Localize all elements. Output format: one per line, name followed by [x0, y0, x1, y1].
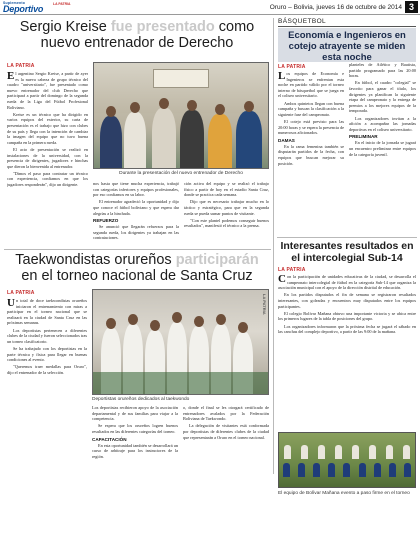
kreise-headline [6, 20, 268, 51]
logo-main-text: Deportivo [3, 4, 44, 14]
dropcap: U [7, 298, 15, 309]
economia-column-1 [278, 71, 344, 231]
headline-part: en el torneo nacional de Santa Cruz [21, 267, 253, 284]
kreise-column-2 [93, 181, 179, 245]
paragraph: En el inicio de la jornada se jugará un encuentro preliminar entre equipos de la categoría juvenil. [349, 140, 416, 157]
taekwondo-column-1 [7, 298, 87, 544]
kreise-photo [93, 62, 269, 169]
kreise-kicker: LA PATRIA [7, 63, 35, 69]
dropcap: L [278, 71, 286, 82]
intercolegial-text [278, 274, 416, 430]
taekwondo-headline [6, 253, 268, 284]
intercolegial-headline: Interesantes resultados en el intercolegial Sub-14 [280, 240, 414, 264]
paragraph: En los partidos disputados el fin de semana se registraron resultados interesantes, con goleadas y encuentros muy disputados entre los equipos participantes. [278, 292, 416, 309]
paragraph: Se anunció que llegarán refuerzos para la segunda rueda, los dirigentes ya trabajan en las contrataciones. [93, 224, 179, 241]
subhead: REFUERZO [93, 218, 119, 224]
kreise-photo-caption: Durante la presentación del nuevo entrenador de Derecho [119, 171, 243, 176]
paragraph: Los organizadores informaron que la próxima fecha se jugará el sábado en las canchas del complejo deportivo, a partir de las 9:00 de la mañana. [278, 323, 416, 335]
kreise-column-3 [184, 181, 269, 245]
headline-part: Sergio Kreise [19, 19, 111, 35]
page-header [0, 0, 420, 15]
headline-highlight: participarán [175, 252, 259, 268]
intercolegial-team-photo [278, 432, 416, 488]
taekwondo-column-3 [183, 405, 269, 544]
economia-column-2 [349, 62, 416, 232]
paragraph: Ambos quintetos llegan con buena campaña y buscan la clasificación a la siguiente fase del campeonato. [278, 100, 344, 117]
economia-kicker: LA PATRIA [278, 64, 306, 70]
subhead: DAMAS [278, 137, 295, 143]
section-tag: BÁSQUETBOL [278, 18, 416, 27]
dropcap: E [7, 71, 15, 82]
paragraph: Los organizadores invitan a la afición a acompañar las jornadas deportivas en el coliseo universitario. [349, 115, 416, 132]
taekwondo-column-2 [92, 405, 178, 544]
paragraph: planteles de Atlético y Bautista, partido programado para las 20:00 horas. [349, 62, 416, 79]
paragraph: nos hasta que tiene mucha experiencia, trabajó con categorías inferiores y equipos profesionales, por eso confiamos en su labor. [93, 181, 179, 198]
paragraph: En esta oportunidad también se desarrollará un curso de arbitraje para los instructores de la región. [92, 442, 178, 459]
story-divider [4, 249, 271, 250]
paragraph: Se ha trabajado con los deportistas en la parte técnica y física para llegar en buenas condiciones al evento. [7, 345, 87, 363]
paragraph: En la rama femenina también se disputarán partidos de la fecha, con equipos que buscan mejorar su posición. [278, 143, 344, 166]
page-number: 3 [405, 1, 418, 13]
supplement-logo [3, 1, 75, 13]
dateline: Oruro – Bolivia, jueves 16 de octubre de 2014 [269, 4, 402, 11]
paragraph: El acto de presentación se realizó en instalaciones de la universidad, con la presencia de dirigentes, jugadores e hinchas que dieron la bienvenida al entrenador. [7, 146, 88, 169]
intercolegial-photo-caption: El equipo de Bolívar Mañana evento a paso firme en el torneo [278, 491, 410, 496]
subhead: PRELIMINAR [349, 134, 378, 140]
paragraph: n total de doce taekwondistas orureños iniciaron el entrenamiento con miras a participar en el torneo nacional que se realizará en la ciudad de Santa Cruz en las próximas semanas. [7, 298, 87, 326]
headline-part: Taekwondistas orureños [15, 252, 176, 268]
taekwondo-kicker: LA PATRIA [7, 290, 35, 296]
story-divider-right [277, 237, 417, 238]
taekwondo-photo [92, 289, 269, 395]
paragraph: o, donde el final se les otorgará certificado de entrenadores avalados por la Federación Boliviana de Taekwondo. [183, 405, 269, 422]
paragraph: os equipos de Economía e Ingenieros se enfrentan esta noche en partido válido por el torneo interno de básquetbol que se juega en el coliseo universitario. [278, 71, 344, 99]
paragraph: Dijo que es necesario trabajar mucho en lo táctico y estratégico, para que en la segunda rueda se pueda sumar puntos de visitante. [184, 199, 269, 216]
paragraph: "Queremos traer medallas para Oruro", dijo el entrenador de la selección. [7, 364, 87, 375]
paragraph: El colegio Bolívar Mañana obtuvo una importante victoria y se ubica entre los primeros lugares de la tabla de posiciones del grupo. [278, 310, 416, 322]
paragraph: Los deportistas pertenecen a diferentes clubes de la ciudad y fueron seleccionados tras un torneo clasificatorio. [7, 327, 87, 344]
paragraph: La delegación de visitantes está conformada por deportistas de diferentes clubes de la ciudad que representarán a Oruro en el torneo nacional. [183, 423, 269, 440]
paragraph: "Con este plantel podemos conseguir buenos resultados", manifestó el técnico a la prensa. [184, 217, 269, 229]
paragraph: ción activa del equipo y se realizó el trabajo físico a partir de hoy en el estadio Santa Cruz, donde se practica cada semana. [184, 181, 269, 198]
economia-headline: Economía e Ingenieros en cotejo atrayente se miden esta noche [278, 28, 416, 62]
paragraph: "Dimos el paso para contratar un técnico con experiencia, confiamos en que los jugadores responderán", dijo un dirigente. [7, 170, 88, 188]
paragraph: El cotejo está previsto para las 20:00 horas y se espera la presencia de numerosos aficionados. [278, 118, 344, 136]
kreise-column-1 [7, 71, 88, 245]
subhead: CAPACITACIÓN [92, 436, 127, 442]
logo-tag-text: LA PATRIA [53, 2, 71, 6]
intercolegial-kicker: LA PATRIA [278, 267, 306, 273]
paragraph: Kreise es un técnico que ha dirigido en varios equipos del exterior, su carta de presentación es el trabajo que hizo con clubes de su país y llega con la intención de cambiar la imagen del equipo que no tuvo buena campaña en la primera rueda. [7, 111, 88, 145]
dropcap: C [278, 274, 286, 285]
paragraph: Los deportistas recibieron apoyo de la asociación departamental y de sus familias para viajar a la competencia. [92, 405, 178, 422]
paragraph: Se espera que los orureños logren buenos resultados en las diferentes categorías del torneo. [92, 423, 178, 434]
logo-small-text: Suplemento [3, 1, 26, 5]
paragraph: El entrenador agradeció la oportunidad y dijo que conoce el fútbol boliviano y que espera dar alegrías a la hinchada. [93, 199, 179, 216]
column-divider [273, 18, 274, 474]
paragraph: l argentino Sergio Kreise, a partir de ayer es la nueva cabeza de grupo técnico del cuadro "universitario", fue presentado como nuevo entrenador del club Derecho que participará a partir del domingo de la segunda rueda de la Liga del Fútbol Profesional Boliviano. [7, 71, 88, 110]
headline-highlight: fue presentado [110, 19, 215, 35]
photo-credit: LA PATRIA [262, 294, 267, 315]
headline-part: como nuevo entrenador de Derecho [40, 19, 255, 51]
taekwondo-photo-caption: Deportistas orureños dedicados al taekwondo [92, 397, 190, 402]
paragraph: on la participación de unidades educativas de la ciudad, se desarrolla el campeonato intercolegial de fútbol en la categoría Sub-14 que organiza la asociación municipal con el apoyo de la dirección distrital de educación. [278, 274, 416, 291]
paragraph: En fútbol, el cuadro "colegial" se favorito para ganar el título, los dirigentes ya planifican la siguiente etapa del campeonato y la entrega de premios a los mejores equipos de la temporada. [349, 80, 416, 114]
